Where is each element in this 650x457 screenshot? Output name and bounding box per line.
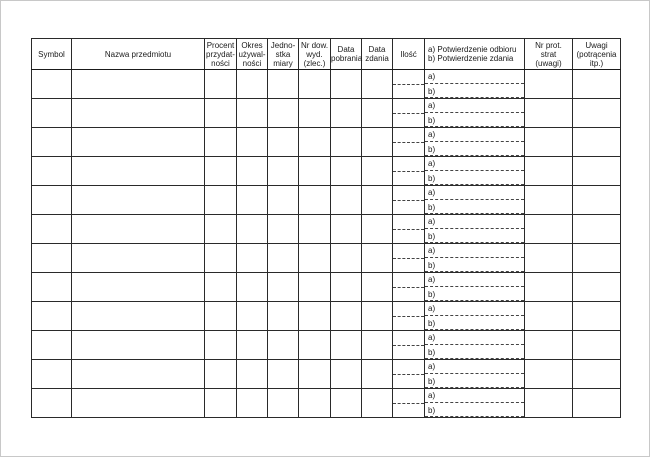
jednostka-cell[interactable] [268,186,299,215]
jednostka-cell[interactable] [268,70,299,99]
potwierdzenie-divider [425,373,524,374]
potwierdzenie-zdania-label: b) [428,145,436,154]
header-potwierdzenie-zdania: b) Potwierdzenie zdania [428,54,514,63]
nr-prot-cell[interactable] [525,273,573,302]
uwagi-cell[interactable] [573,331,621,360]
potwierdzenie-odbioru-label: a) [428,217,436,226]
data-pobrania-cell[interactable] [331,186,362,215]
header-uwagi-line: (potrącenia [576,49,617,59]
potwierdzenie-odbioru-label: a) [428,362,436,371]
okres-cell[interactable] [237,273,268,302]
nazwa-cell[interactable] [72,70,205,99]
jednostka-cell[interactable] [268,302,299,331]
nr-prot-cell[interactable] [525,99,573,128]
header-symbol [32,39,72,70]
nr-prot-cell[interactable] [525,244,573,273]
nazwa-cell[interactable] [72,186,205,215]
ilosc-divider [393,316,424,317]
potwierdzenie-zdania-label: b) [428,261,436,270]
uwagi-cell[interactable] [573,128,621,157]
data-zdania-cell[interactable] [362,389,393,418]
potwierdzenie-odbioru-label: a) [428,159,436,168]
uwagi-cell[interactable] [573,215,621,244]
symbol-cell[interactable] [32,302,72,331]
ilosc-divider [393,200,424,201]
ilosc-divider [393,113,424,114]
okres-cell[interactable] [237,244,268,273]
uwagi-cell[interactable] [573,302,621,331]
uwagi-cell[interactable] [573,157,621,186]
jednostka-cell[interactable] [268,360,299,389]
table-row [32,157,621,186]
data-zdania-cell[interactable] [362,99,393,128]
nr-dow-cell[interactable] [299,215,331,244]
procent-cell[interactable] [205,128,237,157]
data-zdania-cell[interactable] [362,157,393,186]
header-nazwa-label: Nazwa przedmiotu [104,49,172,59]
nazwa-cell[interactable] [72,157,205,186]
symbol-cell[interactable] [32,99,72,128]
header-nr-prot [525,39,573,70]
ilosc-cell[interactable] [393,244,425,273]
ilosc-cell[interactable] [393,389,425,418]
ilosc-divider [393,171,424,172]
symbol-cell[interactable] [32,70,72,99]
table-row [32,186,621,215]
potwierdzenie-divider [425,112,524,113]
potwierdzenie-cell[interactable] [425,273,525,302]
ilosc-cell[interactable] [393,302,425,331]
potwierdzenie-zdania-label: b) [428,377,436,386]
procent-cell[interactable] [205,331,237,360]
header-okres-line: Okres [241,40,263,50]
okres-cell[interactable] [237,128,268,157]
data-zdania-cell[interactable] [362,70,393,99]
nr-prot-cell[interactable] [525,128,573,157]
ilosc-divider [393,229,424,230]
procent-cell[interactable] [205,389,237,418]
nr-dow-cell[interactable] [299,70,331,99]
okres-cell[interactable] [237,70,268,99]
nr-prot-cell[interactable] [525,360,573,389]
potwierdzenie-zdania-label: b) [428,87,436,96]
table-row [32,70,621,99]
jednostka-cell[interactable] [268,128,299,157]
potwierdzenie-zdania-label: b) [428,232,436,241]
potwierdzenie-cell[interactable] [425,157,525,186]
header-uwagi [573,39,621,70]
data-zdania-cell[interactable] [362,128,393,157]
nazwa-cell[interactable] [72,128,205,157]
procent-cell[interactable] [205,99,237,128]
header-data-zdania [362,39,393,70]
nazwa-cell[interactable] [72,302,205,331]
nr-dow-cell[interactable] [299,186,331,215]
data-zdania-cell[interactable] [362,273,393,302]
symbol-cell[interactable] [32,186,72,215]
data-zdania-cell[interactable] [362,186,393,215]
header-data-zdania-line: Data [368,45,386,54]
header-data-zdania-line: zdania [365,54,389,63]
data-pobrania-cell[interactable] [331,70,362,99]
uwagi-cell[interactable] [573,389,621,418]
jednostka-cell[interactable] [268,389,299,418]
nr-prot-cell[interactable] [525,302,573,331]
ilosc-divider [393,84,424,85]
ilosc-cell[interactable] [393,215,425,244]
nr-dow-cell[interactable] [299,302,331,331]
ilosc-divider [393,345,424,346]
potwierdzenie-underline [425,416,524,417]
procent-cell[interactable] [205,244,237,273]
header-jednostka [268,39,299,70]
ilosc-divider [393,287,424,288]
header-procent [205,39,237,70]
nr-dow-cell[interactable] [299,157,331,186]
header-potwierdzenie-odbioru: a) Potwierdzenie odbioru [428,45,517,54]
symbol-cell[interactable] [32,128,72,157]
jednostka-cell[interactable] [268,99,299,128]
header-nazwa-przedmiotu [72,39,205,70]
header-nr-dow-line: (zlec.) [303,58,326,68]
potwierdzenie-odbioru-label: a) [428,72,436,81]
data-pobrania-cell[interactable] [331,302,362,331]
ilosc-cell[interactable] [393,128,425,157]
symbol-cell[interactable] [32,244,72,273]
nr-dow-cell[interactable] [299,389,331,418]
uwagi-cell[interactable] [573,70,621,99]
table-row [32,215,621,244]
okres-cell[interactable] [237,157,268,186]
data-zdania-cell[interactable] [362,360,393,389]
table-row [32,244,621,273]
nr-prot-cell[interactable] [525,157,573,186]
uwagi-cell[interactable] [573,244,621,273]
nr-prot-cell[interactable] [525,186,573,215]
table-row [32,331,621,360]
potwierdzenie-cell[interactable] [425,70,525,99]
jednostka-cell[interactable] [268,215,299,244]
ilosc-divider [393,258,424,259]
table-body [32,70,621,418]
header-row [32,39,621,70]
ilosc-cell[interactable] [393,331,425,360]
potwierdzenie-cell[interactable] [425,302,525,331]
potwierdzenie-zdania-label: b) [428,406,436,415]
data-zdania-cell[interactable] [362,244,393,273]
procent-cell[interactable] [205,186,237,215]
potwierdzenie-zdania-label: b) [428,348,436,357]
potwierdzenie-odbioru-label: a) [428,391,436,400]
table-row [32,360,621,389]
okres-cell[interactable] [237,99,268,128]
potwierdzenie-zdania-label: b) [428,203,436,212]
header-nr-prot-line: strat [540,49,557,59]
ilosc-divider [393,142,424,143]
nr-dow-cell[interactable] [299,99,331,128]
nr-prot-cell[interactable] [525,70,573,99]
potwierdzenie-divider [425,286,524,287]
header-nr-prot-line: Nr prot. [535,40,562,50]
potwierdzenie-odbioru-label: a) [428,333,436,342]
nazwa-cell[interactable] [72,273,205,302]
data-zdania-cell[interactable] [362,331,393,360]
jednostka-cell[interactable] [268,273,299,302]
jednostka-cell[interactable] [268,244,299,273]
ilosc-cell[interactable] [393,360,425,389]
header-uwagi-line: itp.) [589,58,604,68]
nr-prot-cell[interactable] [525,215,573,244]
uwagi-cell[interactable] [573,99,621,128]
potwierdzenie-divider [425,402,524,403]
potwierdzenie-odbioru-label: a) [428,246,436,255]
header-nr-dow-line: wyd. [306,49,323,59]
nr-dow-cell[interactable] [299,331,331,360]
okres-cell[interactable] [237,389,268,418]
table-row [32,99,621,128]
potwierdzenie-odbioru-label: a) [428,130,436,139]
equipment-register-table [31,38,621,418]
data-pobrania-cell[interactable] [331,273,362,302]
nr-dow-cell[interactable] [299,244,331,273]
ilosc-divider [393,403,424,404]
uwagi-cell[interactable] [573,273,621,302]
potwierdzenie-cell[interactable] [425,244,525,273]
ilosc-cell[interactable] [393,157,425,186]
nr-dow-cell[interactable] [299,360,331,389]
potwierdzenie-divider [425,315,524,316]
potwierdzenie-odbioru-label: a) [428,275,436,284]
header-okres [237,39,268,70]
okres-cell[interactable] [237,302,268,331]
uwagi-cell[interactable] [573,360,621,389]
potwierdzenie-cell[interactable] [425,360,525,389]
symbol-cell[interactable] [32,360,72,389]
data-pobrania-cell[interactable] [331,157,362,186]
procent-cell[interactable] [205,302,237,331]
header-data-pobrania-line: Data [337,45,355,54]
nazwa-cell[interactable] [72,215,205,244]
header-procent-line: Procent [206,40,235,50]
potwierdzenie-divider [425,257,524,258]
header-nr-dow-line: Nr dow. [300,40,329,50]
header-jednostka-line: Jedno- [270,40,296,50]
header-procent-line: ności [211,58,230,68]
jednostka-cell[interactable] [268,157,299,186]
header-nr-dow [299,39,331,70]
nr-dow-cell[interactable] [299,128,331,157]
header-nr-prot-line: (uwagi) [535,58,562,68]
header-procent-line: przydat- [206,49,235,59]
nazwa-cell[interactable] [72,360,205,389]
data-pobrania-cell[interactable] [331,215,362,244]
symbol-cell[interactable] [32,331,72,360]
potwierdzenie-divider [425,141,524,142]
potwierdzenie-cell[interactable] [425,99,525,128]
procent-cell[interactable] [205,70,237,99]
table-row [32,302,621,331]
potwierdzenie-divider [425,344,524,345]
data-pobrania-cell[interactable] [331,360,362,389]
symbol-cell[interactable] [32,157,72,186]
uwagi-cell[interactable] [573,186,621,215]
potwierdzenie-cell[interactable] [425,331,525,360]
header-okres-line: ności [242,58,262,68]
header-okres-line: używal- [238,49,266,59]
header-symbol-label: Symbol [38,49,65,59]
data-pobrania-cell[interactable] [331,128,362,157]
potwierdzenie-odbioru-label: a) [428,304,436,313]
data-pobrania-cell[interactable] [331,331,362,360]
header-potwierdzenie [425,39,525,70]
potwierdzenie-zdania-label: b) [428,174,436,183]
header-ilosc [393,39,425,70]
header-uwagi-line: Uwagi [585,40,608,50]
header-data-pobrania [331,39,362,70]
nr-dow-cell[interactable] [299,273,331,302]
header-jednostka-line: miary [273,58,293,68]
data-pobrania-cell[interactable] [331,99,362,128]
okres-cell[interactable] [237,215,268,244]
potwierdzenie-odbioru-label: a) [428,188,436,197]
potwierdzenie-cell[interactable] [425,186,525,215]
symbol-cell[interactable] [32,215,72,244]
data-pobrania-cell[interactable] [331,389,362,418]
header-ilosc-label: Ilość [400,49,417,59]
potwierdzenie-zdania-label: b) [428,116,436,125]
okres-cell[interactable] [237,360,268,389]
potwierdzenie-odbioru-label: a) [428,101,436,110]
potwierdzenie-zdania-label: b) [428,290,436,299]
header-data-pobrania-line: pobrania [331,54,363,63]
ilosc-cell[interactable] [393,186,425,215]
ilosc-divider [393,374,424,375]
nazwa-cell[interactable] [72,244,205,273]
potwierdzenie-cell[interactable] [425,215,525,244]
potwierdzenie-cell[interactable] [425,128,525,157]
potwierdzenie-divider [425,170,524,171]
okres-cell[interactable] [237,186,268,215]
header-jednostka-line: stka [275,49,291,59]
procent-cell[interactable] [205,360,237,389]
ilosc-cell[interactable] [393,273,425,302]
nazwa-cell[interactable] [72,99,205,128]
table-row [32,273,621,302]
ilosc-cell[interactable] [393,99,425,128]
jednostka-cell[interactable] [268,331,299,360]
potwierdzenie-cell[interactable] [425,389,525,418]
symbol-cell[interactable] [32,389,72,418]
data-zdania-cell[interactable] [362,302,393,331]
nr-prot-cell[interactable] [525,389,573,418]
procent-cell[interactable] [205,273,237,302]
nazwa-cell[interactable] [72,389,205,418]
potwierdzenie-divider [425,199,524,200]
potwierdzenie-divider [425,83,524,84]
potwierdzenie-zdania-label: b) [428,319,436,328]
procent-cell[interactable] [205,215,237,244]
okres-cell[interactable] [237,331,268,360]
table-row [32,389,621,418]
data-pobrania-cell[interactable] [331,244,362,273]
table-row [32,128,621,157]
nazwa-cell[interactable] [72,331,205,360]
potwierdzenie-divider [425,228,524,229]
procent-cell[interactable] [205,157,237,186]
data-zdania-cell[interactable] [362,215,393,244]
nr-prot-cell[interactable] [525,331,573,360]
symbol-cell[interactable] [32,273,72,302]
ilosc-cell[interactable] [393,70,425,99]
